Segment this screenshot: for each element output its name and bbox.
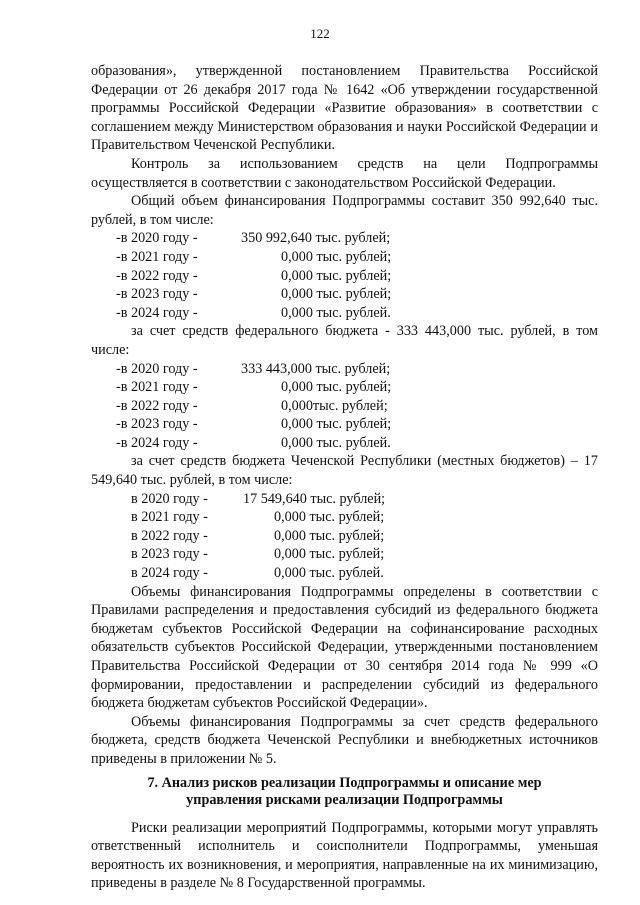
list-item <box>91 415 598 434</box>
year-label: в 2023 году - <box>131 546 208 563</box>
list-total-financing <box>91 229 598 322</box>
amount-value: 333 443,000 тыс. рублей; <box>241 360 391 377</box>
year-label: в 2024 году - <box>131 565 208 582</box>
amount-value: 17 549,640 тыс. рублей; <box>243 490 386 507</box>
list-item <box>91 490 598 509</box>
list-item <box>91 508 598 527</box>
list-item <box>91 397 598 416</box>
paragraph-financing-rules: Объемы финансирования Подпрограммы определены в соответствии с Правилами распределения и предоставления субсидий из федерального бюджета бюджетам субъектов Российской Федерации на софинансирование расходных обязательств субъектов Российской Федерации, утвержденными постановлением Правительства Российской Федерации от 30 сентября 2014 года № 999 «О формировании, предоставлении и распределении субсидий из федерального бюджета бюджетам субъектов Российской Федерации». <box>91 583 598 712</box>
list-item <box>91 304 598 323</box>
paragraph-control: Контроль за использованием средств на цели Подпрограммы осуществляется в соответствии с законодательством Российской Федерации. <box>91 155 598 191</box>
section-heading <box>91 775 598 809</box>
amount-value: 0,000тыс. рублей; <box>281 397 388 414</box>
list-item <box>91 564 598 583</box>
year-label: -в 2022 году - <box>116 267 198 284</box>
year-label: в 2022 году - <box>131 527 208 544</box>
year-label: -в 2024 году - <box>116 434 198 451</box>
amount-value: 0,000 тыс. рублей. <box>281 304 391 321</box>
year-label: в 2021 году - <box>131 509 208 526</box>
amount-value: 0,000 тыс. рублей; <box>281 379 392 396</box>
list-federal-financing <box>91 360 598 453</box>
list-item <box>91 360 598 379</box>
paragraph-risks: Риски реализации мероприятий Подпрограммы, которыми могут управлять ответственный исполнитель и соисполнители Подпрограммы, уменьшая вероятность их возникновения, и мероприятия, направленные на их минимизацию, приведены в разделе № 8 Государственной программы. <box>91 819 598 892</box>
paragraph-appendix-reference: Объемы финансирования Подпрограммы за счет средств федерального бюджета, средств бюджета Чеченской Республики и внебюджетных источников приведены в приложении № 5. <box>91 713 598 767</box>
year-label: -в 2021 году - <box>116 379 198 396</box>
page-number: 122 <box>310 26 330 41</box>
amount-value: 0,000 тыс. рублей. <box>281 434 391 451</box>
paragraph-regional-budget: за счет средств бюджета Чеченской Республики (местных бюджетов) – 17 549,640 тыс. рублей, в том числе: <box>91 453 598 489</box>
amount-value: 0,000 тыс. рублей; <box>274 546 385 563</box>
paragraph-federal-budget: за счет средств федерального бюджета - 333 443,000 тыс. рублей, в том числе: <box>91 323 598 358</box>
amount-value: 350 992,640 тыс. рублей; <box>241 230 391 247</box>
list-item <box>91 545 598 564</box>
section-heading-line: 7. Анализ рисков реализации Подпрограммы и описание мер <box>147 774 542 791</box>
amount-value: 0,000 тыс. рублей; <box>281 248 392 265</box>
list-item <box>91 229 598 248</box>
year-label: -в 2023 году - <box>116 416 198 433</box>
amount-value: 0,000 тыс. рублей; <box>281 416 392 433</box>
list-item <box>91 285 598 304</box>
year-label: -в 2020 году - <box>116 360 198 377</box>
year-label: в 2020 году - <box>131 490 208 507</box>
amount-value: 0,000 тыс. рублей; <box>274 527 385 544</box>
paragraph-program-reference: образования», утвержденной постановлением Правительства Российской Федерации от 26 декабря 2017 года № 1642 «Об утверждении государственной программы Российской Федерации «Развитие образования» в соответствии с соглашением между Министерством образования и науки Российской Федерации и Правительством Чеченской Республики. <box>91 63 598 154</box>
paragraph-total-financing: Общий объем финансирования Подпрограммы составит 350 992,640 тыс. рублей, в том числе: <box>91 193 598 228</box>
list-item <box>91 378 598 397</box>
amount-value: 0,000 тыс. рублей; <box>281 286 392 303</box>
list-regional-financing <box>91 490 598 583</box>
document-body <box>91 62 598 893</box>
amount-value: 0,000 тыс. рублей; <box>274 509 385 526</box>
year-label: -в 2023 году - <box>116 286 198 303</box>
amount-value: 0,000 тыс. рублей; <box>281 267 392 284</box>
amount-value: 0,000 тыс. рублей. <box>274 565 384 582</box>
section-heading-line: управления рисками реализации Подпрограммы <box>186 791 503 808</box>
list-item <box>91 527 598 546</box>
year-label: -в 2024 году - <box>116 304 198 321</box>
list-item <box>91 248 598 267</box>
list-item <box>91 434 598 453</box>
year-label: -в 2020 году - <box>116 230 198 247</box>
list-item <box>91 267 598 286</box>
year-label: -в 2022 году - <box>116 397 198 414</box>
year-label: -в 2021 году - <box>116 248 198 265</box>
